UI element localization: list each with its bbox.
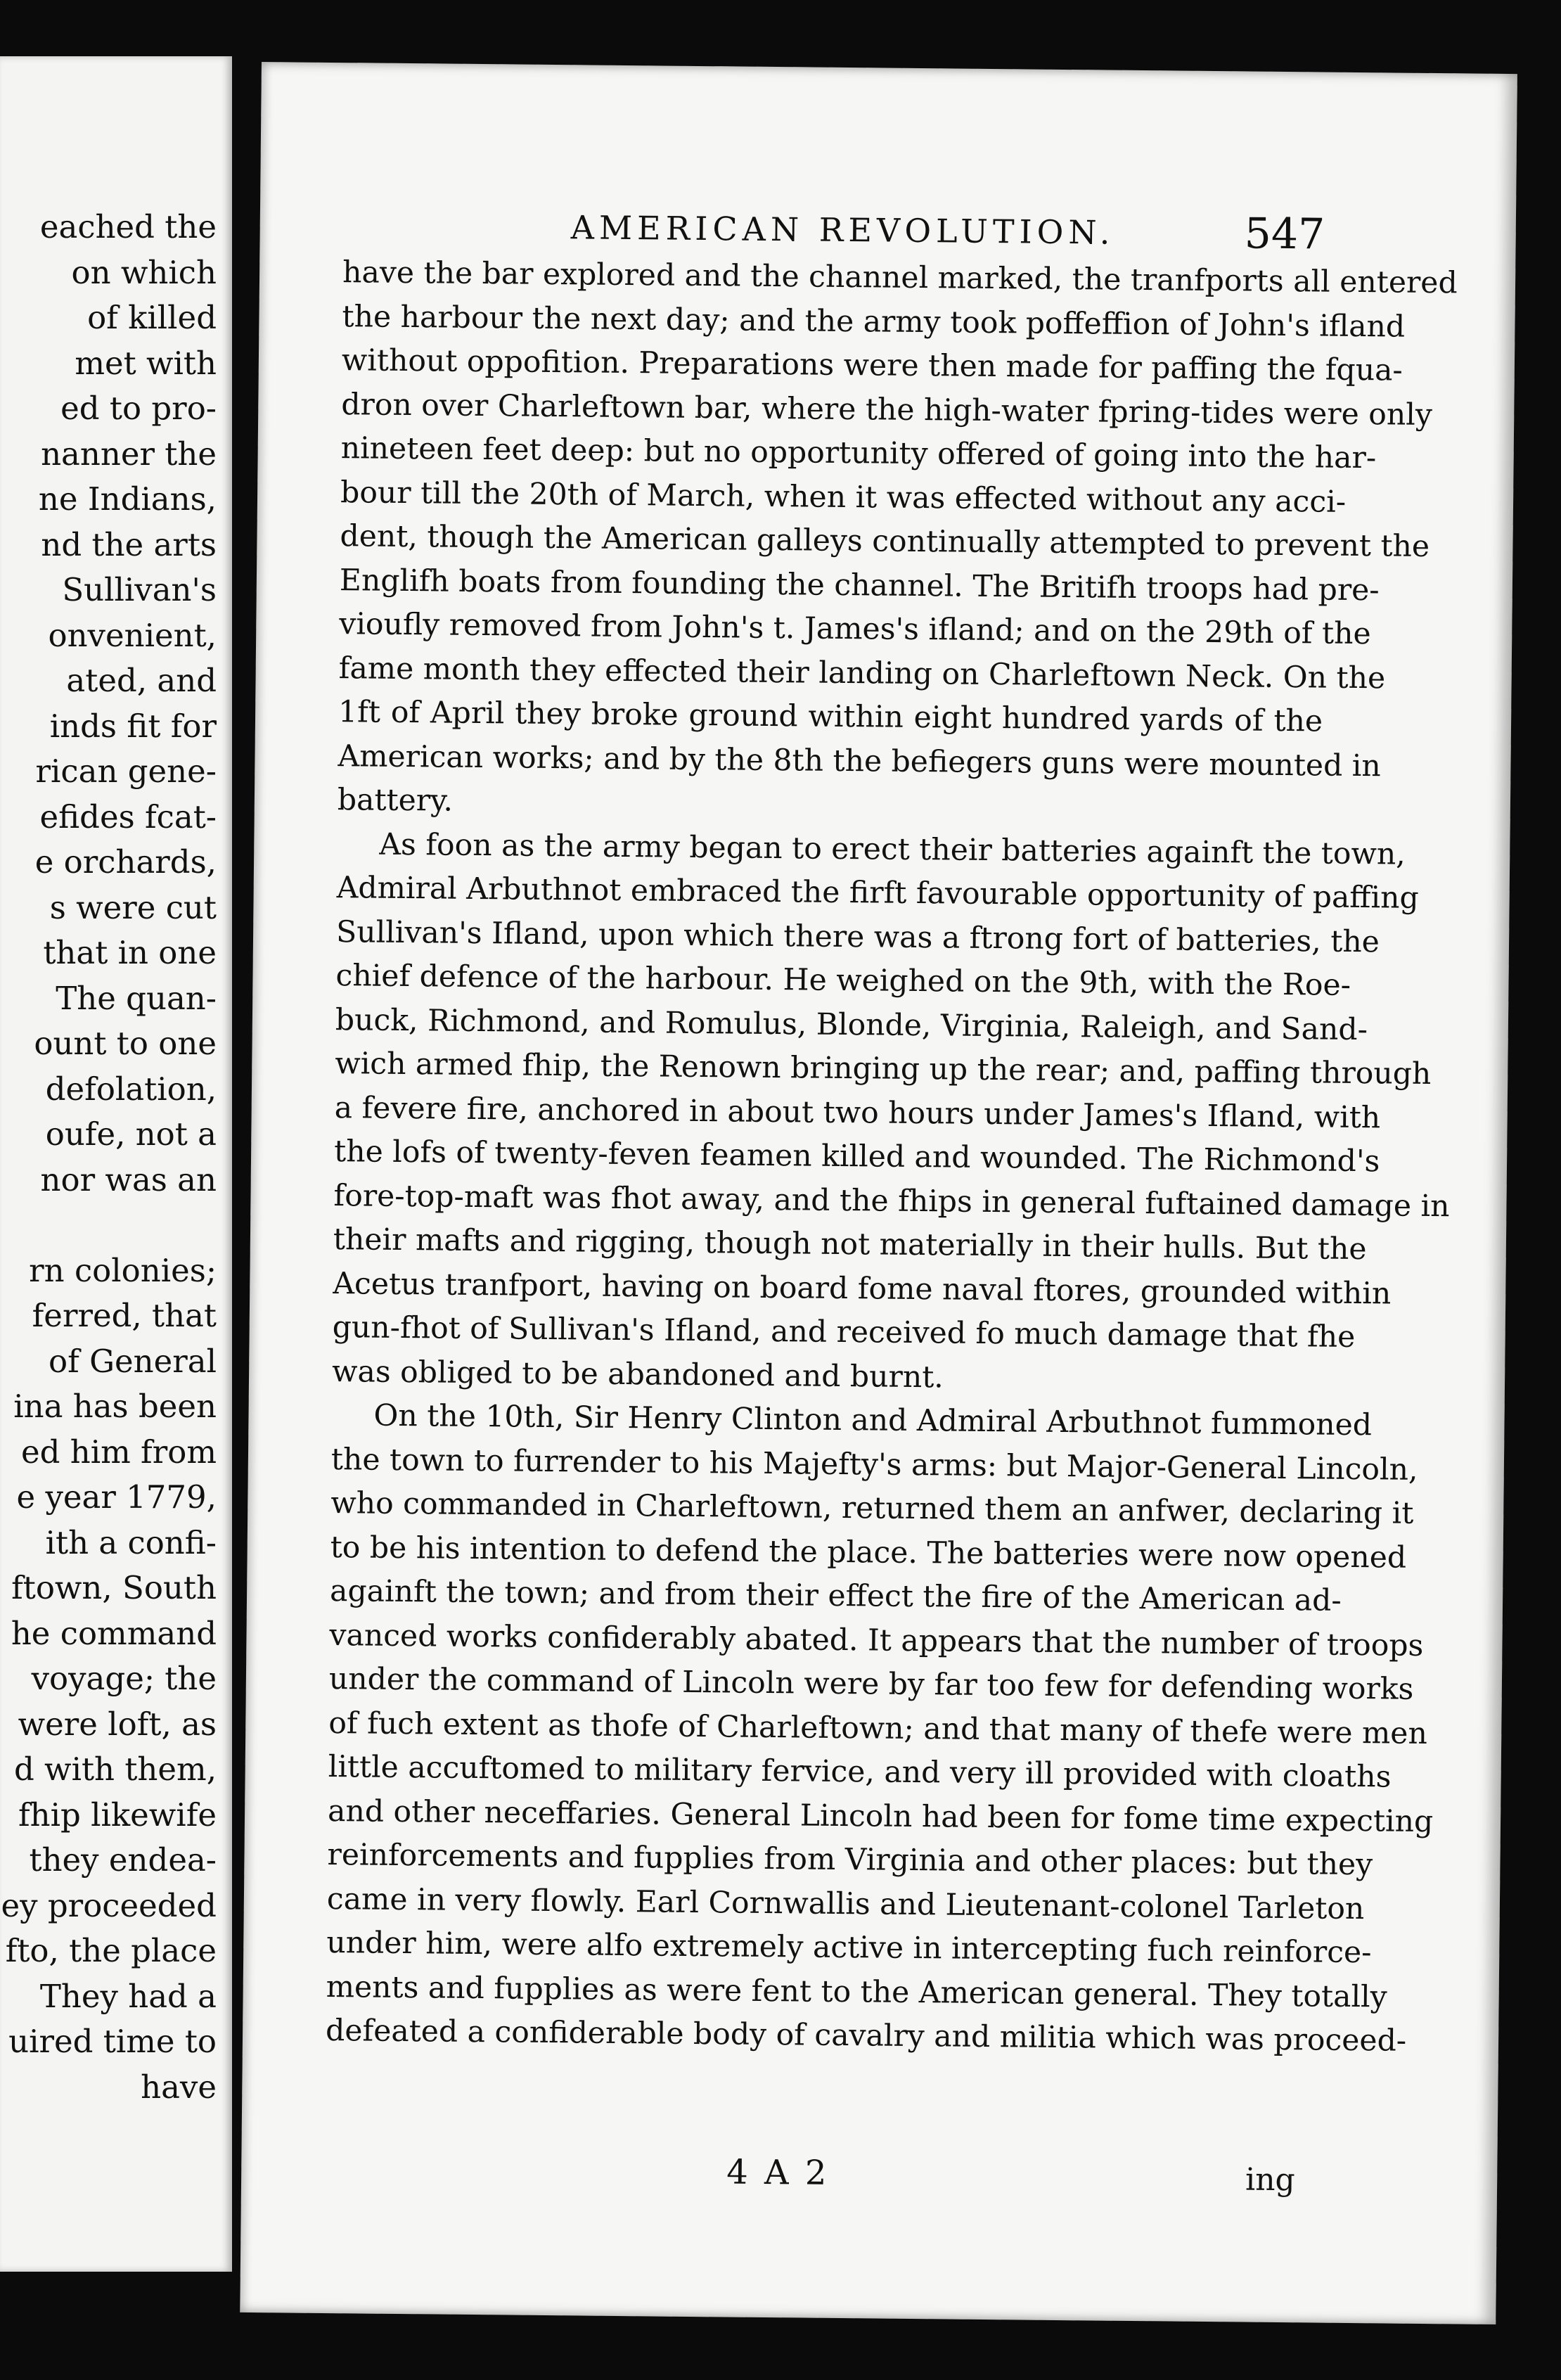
text-line: dron over Charleftown bar, where the high-water fpring-tides were only xyxy=(341,387,1433,433)
text-line: gun-fhot of Sullivan's Ifland, and received fo much damage that fhe xyxy=(332,1310,1356,1355)
text-line: fore-top-maft was fhot away, and the fhips in general fuftained damage in xyxy=(333,1178,1450,1224)
left-page-line: met with xyxy=(75,344,217,382)
left-page-line: ed to pro- xyxy=(60,390,217,427)
left-page-line: ount to one xyxy=(34,1025,217,1062)
text-line: came in very flowly. Earl Cornwallis and Lieutenant-colonel Tarleton xyxy=(326,1881,1365,1926)
left-page-line: uired time to xyxy=(8,2023,217,2060)
left-page-line: ne Indians, xyxy=(38,480,217,518)
text-line: vanced works confiderably abated. It appears that the number of troops xyxy=(329,1618,1424,1663)
left-page-line: rn colonies; xyxy=(29,1251,217,1289)
left-page-line: nd the arts xyxy=(41,525,217,563)
catchword: ing xyxy=(1245,2161,1295,2199)
text-line: dent, though the American galleys continually attempted to prevent the xyxy=(340,519,1430,564)
text-line: the harbour the next day; and the army took poffeffion of John's ifland xyxy=(342,299,1406,345)
text-line: ments and fupplies as were fent to the American general. They totally xyxy=(326,1969,1387,2014)
text-line: nineteen feet deep: but no opportunity offered of going into the har- xyxy=(340,431,1377,476)
left-page-line: d with them, xyxy=(13,1751,217,1788)
text-line: Admiral Arbuthnot embraced the firft favourable opportunity of paffing xyxy=(336,871,1419,916)
left-page-line: Sullivan's xyxy=(62,571,217,608)
page-number: 547 xyxy=(1244,209,1325,260)
left-page-line: voyage; the xyxy=(31,1660,217,1697)
text-line: to be his intention to defend the place. The batteries were now opened xyxy=(330,1530,1407,1575)
left-page-line: nor was an xyxy=(40,1160,217,1198)
left-page-line: they endea- xyxy=(29,1841,217,1879)
text-line: under him, were alfo extremely active in intercepting fuch reinforce- xyxy=(326,1926,1372,1971)
text-line: and other neceffaries. General Lincoln had been for fome time expecting xyxy=(327,1793,1434,1839)
left-page-line: on which xyxy=(71,253,217,291)
text-line: buck, Richmond, and Romulus, Blonde, Virginia, Raleigh, and Sand- xyxy=(335,1002,1368,1047)
text-line: the lofs of twenty-feven feamen killed and wounded. The Richmond's xyxy=(333,1134,1380,1179)
left-page-line: of General xyxy=(49,1342,217,1380)
text-line: 1ft of April they broke ground within eight hundred yards of the xyxy=(338,695,1323,739)
text-line: a fevere fire, anchored in about two hours under James's Ifland, with xyxy=(334,1090,1381,1135)
text-line: bour till the 20th of March, when it was effected without any acci- xyxy=(340,475,1347,520)
left-page-line: e year 1779, xyxy=(16,1478,217,1516)
text-line: reinforcements and fupplies from Virginia and other places: but they xyxy=(327,1838,1373,1883)
left-page-line: ated, and xyxy=(66,662,217,699)
left-page-line: were loft, as xyxy=(18,1705,217,1743)
left-facing-page xyxy=(0,56,232,2272)
text-line: who commanded in Charleftown, returned them an anfwer, declaring it xyxy=(330,1486,1414,1531)
left-page-line: efides fcat- xyxy=(39,798,217,836)
text-line: defeated a confiderable body of cavalry and militia which was proceed- xyxy=(325,2014,1407,2059)
text-line: of fuch extent as thofe of Charleftown; and that many of thefe were men xyxy=(328,1706,1428,1751)
left-page-line: s were cut xyxy=(49,888,217,926)
left-page-line: inds fit for xyxy=(49,707,217,745)
left-page-line: nanner the xyxy=(41,435,217,473)
text-line: Englifh boats from founding the channel. The Britifh troops had pre- xyxy=(339,563,1380,608)
text-line: have the bar explored and the channel marked, the tranfports all entered xyxy=(342,255,1458,301)
text-line: without oppofition. Preparations were then made for paffing the fqua- xyxy=(341,343,1403,388)
text-line: their mafts and rigging, though not materially in their hulls. But the xyxy=(333,1222,1367,1267)
left-page-line: ferred, that xyxy=(32,1297,217,1334)
text-line: battery. xyxy=(337,783,454,819)
left-page-line: onvenient, xyxy=(48,616,217,654)
left-page-line: of killed xyxy=(87,299,217,336)
printer-signature: 4 A 2 xyxy=(726,2152,830,2193)
text-line: was obliged to be abandoned and burnt. xyxy=(331,1354,944,1395)
left-page-line: ftown, South xyxy=(11,1569,217,1606)
left-page-line: ey proceeded xyxy=(1,1886,217,1924)
text-line: little accuftomed to military fervice, and very ill provided with cloaths xyxy=(328,1750,1392,1795)
left-page-line: defolation, xyxy=(45,1070,217,1108)
left-page-line: e orchards, xyxy=(34,843,217,881)
left-page-line: he command xyxy=(11,1614,217,1652)
text-line: On the 10th, Sir Henry Clinton and Admiral Arbuthnot fummoned xyxy=(373,1398,1373,1443)
left-page-line: They had a xyxy=(39,1977,217,2015)
text-line: fame month they effected their landing on Charleftown Neck. On the xyxy=(338,651,1386,696)
left-page-line: rican gene- xyxy=(35,753,217,790)
text-line: the town to furrender to his Majefty's arms: but Major-General Lincoln, xyxy=(330,1442,1418,1488)
text-line: Sullivan's Ifland, upon which there was a ftrong fort of batteries, the xyxy=(335,914,1380,959)
body-text xyxy=(325,251,1458,2063)
text-line: Acetus tranfport, having on board fome naval ftores, grounded within xyxy=(333,1266,1392,1311)
text-line: chief defence of the harbour. He weighed on the 9th, with the Roe- xyxy=(335,959,1351,1003)
text-line: wich armed fhip, the Renown bringing up the rear; and, paffing through xyxy=(335,1047,1432,1092)
left-page-line: eached the xyxy=(39,208,217,245)
left-page-line: ed him from xyxy=(20,1433,217,1471)
text-line: under the command of Lincoln were by far too few for defending works xyxy=(328,1662,1414,1707)
left-page-line: have xyxy=(141,2068,217,2106)
left-page-line: that in one xyxy=(43,934,217,971)
left-page-line: ith a confi- xyxy=(45,1523,217,1561)
text-line: American works; and by the 8th the befiegers guns were mounted in xyxy=(338,738,1381,783)
book-page xyxy=(240,62,1517,2324)
left-page-line: fhip likewife xyxy=(18,1796,217,1834)
text-line: againft the town; and from their effect the fire of the American ad- xyxy=(329,1574,1342,1618)
left-page-line: The quan- xyxy=(56,979,217,1017)
text-line: As foon as the army began to erect their batteries againft the town, xyxy=(379,827,1406,872)
left-page-line: fto, the place xyxy=(5,1932,217,1969)
left-page-line: oufe, not a xyxy=(45,1115,217,1153)
left-page-line: ina has been xyxy=(13,1388,217,1425)
running-head: AMERICAN REVOLUTION. xyxy=(570,208,1115,252)
text-line: vioufly removed from John's t. James's ifland; and on the 29th of the xyxy=(339,607,1371,652)
